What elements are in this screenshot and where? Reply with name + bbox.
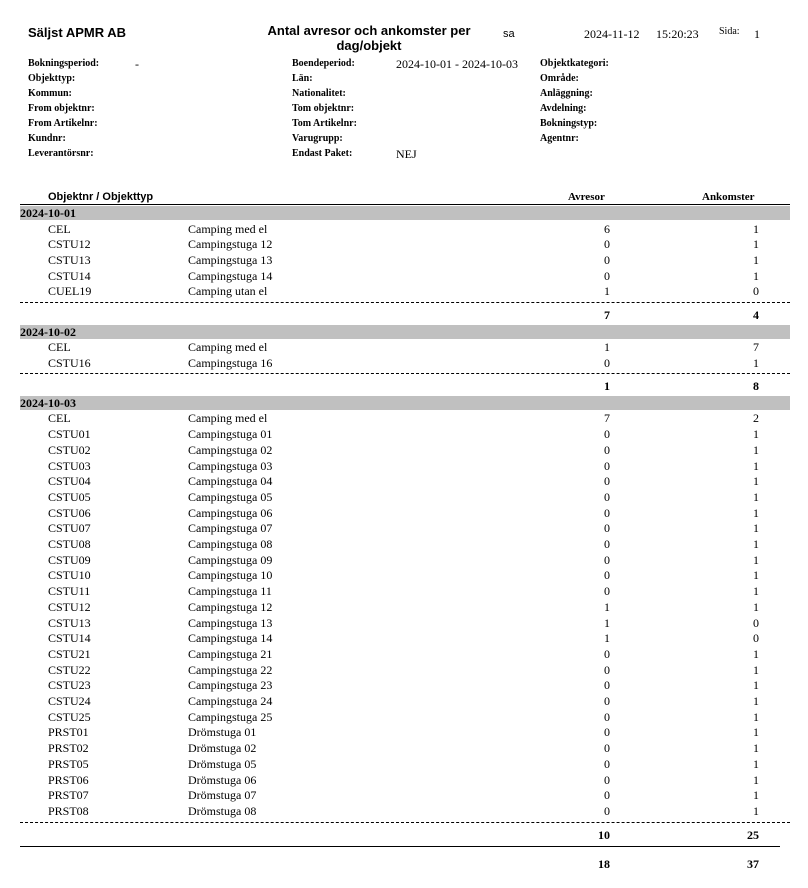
departures-value: 1 bbox=[604, 599, 610, 614]
grand-total-rule bbox=[20, 846, 780, 847]
object-type: Drömstuga 06 bbox=[188, 772, 257, 787]
object-code: CSTU08 bbox=[48, 537, 91, 551]
filter-label: Bokningsperiod: bbox=[28, 58, 100, 69]
object-code: CSTU12 bbox=[48, 599, 91, 614]
departures-value: 0 bbox=[604, 489, 610, 504]
object-type: Campingstuga 03 bbox=[188, 458, 273, 473]
departures-value: 0 bbox=[604, 788, 610, 803]
departures-value: 0 bbox=[604, 521, 610, 536]
departures-value: 6 bbox=[604, 221, 610, 236]
table-row bbox=[0, 694, 808, 710]
object-type: Campingstuga 21 bbox=[188, 646, 273, 661]
object-code: CUEL19 bbox=[48, 284, 92, 299]
table-row bbox=[0, 521, 808, 537]
subtotal-arrivals: 25 bbox=[747, 827, 759, 842]
arrivals-value: 0 bbox=[753, 631, 759, 646]
filter-label: From Artikelnr: bbox=[28, 118, 98, 129]
user-name: sa bbox=[503, 28, 515, 40]
report-title: Antal avresor och ankomster per dag/objekt bbox=[267, 23, 471, 53]
grand-total-departures: 18 bbox=[598, 857, 610, 872]
object-code: CSTU21 bbox=[48, 646, 91, 661]
arrivals-value: 1 bbox=[753, 788, 759, 803]
filter-label: Objektkategori: bbox=[540, 58, 609, 69]
departures-value: 0 bbox=[604, 355, 610, 370]
object-type: Campingstuga 02 bbox=[188, 442, 273, 457]
object-type: Campingstuga 10 bbox=[188, 568, 273, 583]
object-code: CSTU03 bbox=[48, 458, 91, 473]
object-code: PRST07 bbox=[48, 788, 89, 803]
object-code: CSTU24 bbox=[48, 694, 91, 708]
arrivals-value: 1 bbox=[753, 741, 759, 756]
object-code: CSTU23 bbox=[48, 678, 91, 693]
object-code: CSTU11 bbox=[48, 584, 91, 599]
object-type: Campingstuga 08 bbox=[188, 537, 273, 551]
departures-value: 0 bbox=[604, 427, 610, 442]
object-type: Campingstuga 11 bbox=[188, 584, 272, 599]
arrivals-value: 1 bbox=[753, 355, 759, 370]
arrivals-value: 1 bbox=[753, 427, 759, 442]
table-row bbox=[0, 631, 808, 647]
object-type: Campingstuga 06 bbox=[188, 505, 273, 520]
departures-value: 0 bbox=[604, 646, 610, 661]
table-row bbox=[0, 568, 808, 584]
object-code: CSTU25 bbox=[48, 709, 91, 724]
arrivals-value: 1 bbox=[753, 803, 759, 818]
group-divider bbox=[20, 822, 790, 823]
print-date: 2024-11-12 bbox=[584, 27, 640, 41]
header-rule bbox=[20, 204, 790, 205]
table-row bbox=[0, 616, 808, 632]
object-code: CEL bbox=[48, 340, 71, 354]
table-row bbox=[0, 584, 808, 600]
object-type: Campingstuga 24 bbox=[188, 694, 273, 708]
object-code: PRST01 bbox=[48, 725, 89, 740]
date-group-header bbox=[20, 396, 790, 410]
departures-value: 0 bbox=[604, 568, 610, 583]
object-type: Camping med el bbox=[188, 221, 268, 236]
table-row bbox=[0, 647, 808, 663]
filter-value: NEJ bbox=[396, 147, 417, 161]
object-type: Campingstuga 07 bbox=[188, 521, 273, 536]
departures-value: 0 bbox=[604, 756, 610, 771]
filter-label: Nationalitet: bbox=[292, 88, 346, 99]
object-code: PRST05 bbox=[48, 756, 89, 771]
departures-value: 0 bbox=[604, 552, 610, 567]
arrivals-value: 1 bbox=[753, 772, 759, 787]
object-type: Camping med el bbox=[188, 411, 268, 426]
table-row bbox=[0, 710, 808, 726]
arrivals-value: 2 bbox=[753, 411, 759, 426]
date-group-header bbox=[20, 206, 790, 220]
table-row bbox=[0, 474, 808, 490]
object-code: CSTU22 bbox=[48, 662, 91, 677]
table-row bbox=[0, 741, 808, 757]
arrivals-value: 7 bbox=[753, 340, 759, 354]
object-code: PRST02 bbox=[48, 741, 89, 756]
table-row bbox=[0, 663, 808, 679]
filter-value: 2024-10-01 - 2024-10-03 bbox=[396, 57, 518, 71]
page-number: 1 bbox=[754, 27, 760, 41]
subtotal-arrivals: 4 bbox=[753, 308, 759, 322]
filter-label: Agentnr: bbox=[540, 133, 579, 144]
object-type: Camping med el bbox=[188, 340, 268, 354]
departures-value: 0 bbox=[604, 458, 610, 473]
arrivals-value: 1 bbox=[753, 268, 759, 283]
table-row bbox=[0, 427, 808, 443]
arrivals-value: 1 bbox=[753, 662, 759, 677]
object-type: Campingstuga 13 bbox=[188, 252, 273, 267]
table-row bbox=[0, 284, 808, 300]
table-row bbox=[0, 537, 808, 553]
departures-value: 0 bbox=[604, 694, 610, 708]
departures-value: 1 bbox=[604, 340, 610, 354]
subtotal-departures: 10 bbox=[598, 827, 610, 842]
arrivals-value: 1 bbox=[753, 709, 759, 724]
object-type: Campingstuga 01 bbox=[188, 427, 273, 442]
table-row bbox=[0, 804, 808, 820]
object-code: CSTU16 bbox=[48, 355, 91, 370]
object-type: Campingstuga 04 bbox=[188, 474, 273, 489]
group-date: 2024-10-02 bbox=[20, 324, 76, 339]
group-date: 2024-10-01 bbox=[20, 206, 76, 220]
object-code: PRST08 bbox=[48, 803, 89, 818]
departures-value: 1 bbox=[604, 284, 610, 299]
arrivals-value: 0 bbox=[753, 284, 759, 299]
object-type: Drömstuga 07 bbox=[188, 788, 257, 803]
departures-value: 0 bbox=[604, 268, 610, 283]
departures-value: 0 bbox=[604, 725, 610, 740]
table-row bbox=[0, 725, 808, 741]
table-row bbox=[0, 600, 808, 616]
arrivals-value: 1 bbox=[753, 442, 759, 457]
object-code: CSTU01 bbox=[48, 427, 91, 442]
object-code: CSTU13 bbox=[48, 615, 91, 630]
departures-value: 0 bbox=[604, 237, 610, 252]
arrivals-value: 1 bbox=[753, 725, 759, 740]
object-type: Camping utan el bbox=[188, 284, 268, 299]
table-row bbox=[0, 443, 808, 459]
arrivals-value: 1 bbox=[753, 646, 759, 661]
arrivals-value: 1 bbox=[753, 252, 759, 267]
arrivals-value: 1 bbox=[753, 237, 759, 252]
table-row bbox=[0, 788, 808, 804]
table-row bbox=[0, 490, 808, 506]
filter-label: Objekttyp: bbox=[28, 73, 76, 84]
arrivals-value: 1 bbox=[753, 537, 759, 551]
arrivals-value: 1 bbox=[753, 221, 759, 236]
object-type: Drömstuga 02 bbox=[188, 741, 257, 756]
object-code: CSTU05 bbox=[48, 489, 91, 504]
object-type: Drömstuga 05 bbox=[188, 756, 257, 771]
object-type: Campingstuga 13 bbox=[188, 615, 273, 630]
object-type: Campingstuga 12 bbox=[188, 237, 273, 252]
filter-label: Kundnr: bbox=[28, 133, 66, 144]
departures-value: 0 bbox=[604, 474, 610, 489]
object-code: CSTU10 bbox=[48, 568, 91, 583]
object-type: Campingstuga 23 bbox=[188, 678, 273, 693]
departures-value: 0 bbox=[604, 505, 610, 520]
table-row bbox=[0, 340, 808, 356]
table-row bbox=[0, 356, 808, 372]
table-row bbox=[0, 459, 808, 475]
subtotal-arrivals: 8 bbox=[753, 379, 759, 394]
object-code: CSTU06 bbox=[48, 505, 91, 520]
arrivals-value: 1 bbox=[753, 458, 759, 473]
table-row bbox=[0, 253, 808, 269]
departures-value: 0 bbox=[604, 741, 610, 756]
table-row bbox=[0, 678, 808, 694]
arrivals-value: 1 bbox=[753, 584, 759, 599]
filter-label: Varugrupp: bbox=[292, 133, 343, 144]
departures-value: 0 bbox=[604, 662, 610, 677]
filter-label: Tom Artikelnr: bbox=[292, 118, 357, 129]
table-row bbox=[0, 269, 808, 285]
object-type: Drömstuga 01 bbox=[188, 725, 257, 740]
filter-label: Bokningstyp: bbox=[540, 118, 598, 129]
filter-label: Avdelning: bbox=[540, 103, 587, 114]
date-group-header bbox=[20, 325, 790, 339]
subtotal-departures: 1 bbox=[604, 379, 610, 394]
departures-value: 0 bbox=[604, 537, 610, 551]
table-row bbox=[0, 553, 808, 569]
column-header-object: Objektnr / Objekttyp bbox=[48, 191, 154, 203]
group-date: 2024-10-03 bbox=[20, 395, 76, 410]
object-type: Campingstuga 09 bbox=[188, 552, 273, 567]
filter-label: Anläggning: bbox=[540, 88, 593, 99]
arrivals-value: 1 bbox=[753, 568, 759, 583]
object-code: CSTU12 bbox=[48, 237, 91, 252]
filter-value: - bbox=[135, 57, 139, 71]
arrivals-value: 1 bbox=[753, 521, 759, 536]
arrivals-value: 1 bbox=[753, 552, 759, 567]
object-code: CSTU13 bbox=[48, 252, 91, 267]
filter-label: Kommun: bbox=[28, 88, 72, 99]
object-type: Campingstuga 16 bbox=[188, 355, 273, 370]
table-row bbox=[0, 773, 808, 789]
object-code: CSTU04 bbox=[48, 474, 91, 489]
departures-value: 1 bbox=[604, 615, 610, 630]
object-type: Campingstuga 22 bbox=[188, 662, 273, 677]
object-code: CSTU02 bbox=[48, 442, 91, 457]
departures-value: 7 bbox=[604, 411, 610, 426]
group-divider bbox=[20, 373, 790, 374]
object-code: CSTU14 bbox=[48, 268, 91, 283]
column-header-departures: Avresor bbox=[568, 191, 605, 203]
table-row bbox=[0, 222, 808, 238]
page-label: Sida: bbox=[719, 26, 740, 37]
object-type: Campingstuga 12 bbox=[188, 599, 273, 614]
filter-label: Boendeperiod: bbox=[292, 58, 355, 69]
group-divider bbox=[20, 302, 790, 303]
company-name: Säljst APMR AB bbox=[28, 25, 126, 40]
table-row bbox=[0, 506, 808, 522]
arrivals-value: 1 bbox=[753, 678, 759, 693]
arrivals-value: 1 bbox=[753, 756, 759, 771]
filter-label: Område: bbox=[540, 73, 579, 84]
arrivals-value: 1 bbox=[753, 694, 759, 708]
object-type: Campingstuga 14 bbox=[188, 631, 273, 646]
departures-value: 0 bbox=[604, 252, 610, 267]
object-type: Campingstuga 25 bbox=[188, 709, 273, 724]
departures-value: 0 bbox=[604, 803, 610, 818]
object-code: CEL bbox=[48, 221, 71, 236]
object-code: PRST06 bbox=[48, 772, 89, 787]
object-type: Campingstuga 05 bbox=[188, 489, 273, 504]
filter-label: Tom objektnr: bbox=[292, 103, 355, 114]
column-header-arrivals: Ankomster bbox=[702, 191, 755, 203]
table-row bbox=[0, 411, 808, 427]
grand-total-arrivals: 37 bbox=[747, 857, 759, 872]
departures-value: 0 bbox=[604, 772, 610, 787]
filter-label: Län: bbox=[292, 73, 313, 84]
departures-value: 1 bbox=[604, 631, 610, 646]
object-code: CSTU09 bbox=[48, 552, 91, 567]
filter-label: From objektnr: bbox=[28, 103, 95, 114]
departures-value: 0 bbox=[604, 584, 610, 599]
filter-label: Leverantörsnr: bbox=[28, 148, 94, 159]
arrivals-value: 1 bbox=[753, 474, 759, 489]
arrivals-value: 1 bbox=[753, 489, 759, 504]
table-row bbox=[0, 757, 808, 773]
object-code: CEL bbox=[48, 411, 71, 426]
departures-value: 0 bbox=[604, 709, 610, 724]
object-code: CSTU14 bbox=[48, 631, 91, 646]
subtotal-departures: 7 bbox=[604, 308, 610, 322]
print-time: 15:20:23 bbox=[656, 27, 699, 41]
filter-label: Endast Paket: bbox=[292, 148, 353, 159]
departures-value: 0 bbox=[604, 678, 610, 693]
object-type: Drömstuga 08 bbox=[188, 803, 257, 818]
table-row bbox=[0, 237, 808, 253]
arrivals-value: 0 bbox=[753, 615, 759, 630]
arrivals-value: 1 bbox=[753, 599, 759, 614]
object-code: CSTU07 bbox=[48, 521, 91, 536]
object-type: Campingstuga 14 bbox=[188, 268, 273, 283]
arrivals-value: 1 bbox=[753, 505, 759, 520]
departures-value: 0 bbox=[604, 442, 610, 457]
